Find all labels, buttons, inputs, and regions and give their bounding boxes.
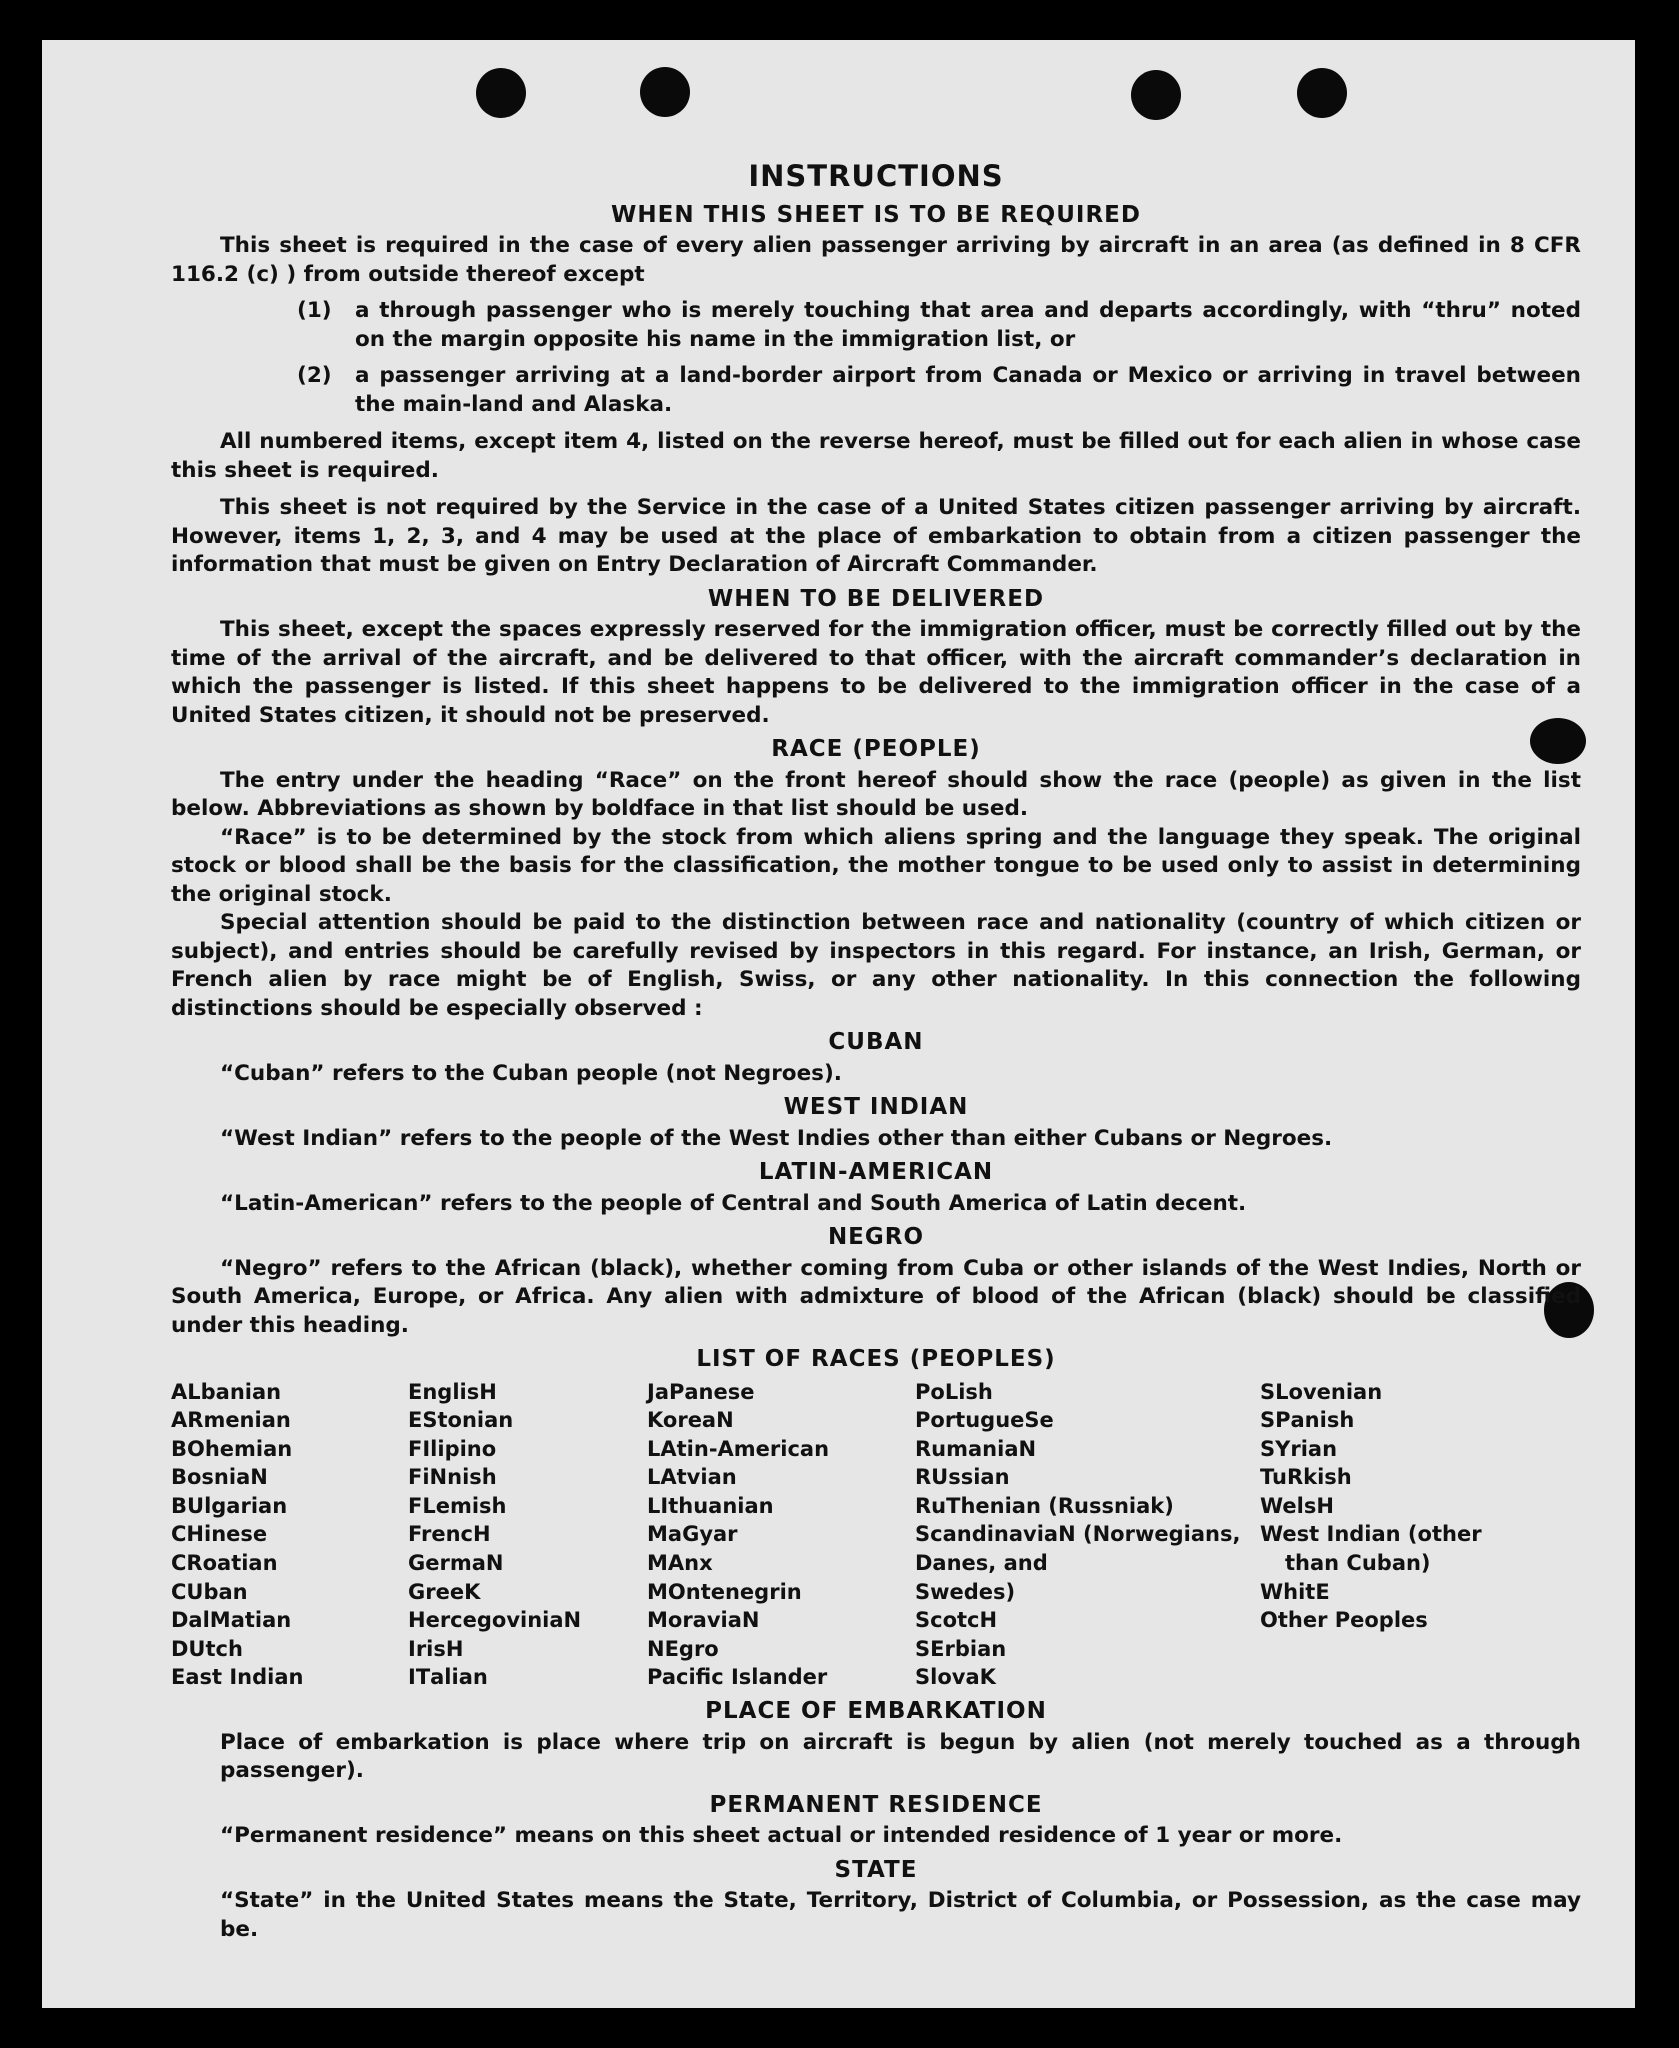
race-abbreviation: Englis xyxy=(408,1379,480,1404)
exception-item xyxy=(297,362,1581,419)
race-abbreviation: Gree xyxy=(408,1579,465,1604)
race-abbreviation: CH xyxy=(171,1522,204,1547)
race-column xyxy=(1260,1378,1490,1693)
race-name-rest: oatian xyxy=(202,1551,278,1576)
race-entry xyxy=(1260,1606,1490,1635)
race-entry xyxy=(408,1549,647,1578)
heading-when-required: WHEN THIS SHEET IS TO BE REQUIRED xyxy=(611,201,1141,228)
race-abbreviation: TuR xyxy=(1260,1465,1304,1490)
race-entry xyxy=(1260,1492,1490,1521)
race-abbreviation: Scotc xyxy=(915,1608,980,1633)
race-abbreviation: MA xyxy=(647,1551,685,1576)
race-name-rest: ntenegrin xyxy=(685,1579,802,1604)
heading-west-indian: WEST INDIAN xyxy=(783,1094,969,1120)
race-name-rest: rbian xyxy=(944,1636,1007,1661)
race-name-rest: anish xyxy=(1290,1408,1355,1433)
race-name-rest: kish xyxy=(1303,1465,1352,1490)
race-name-rest: gro xyxy=(678,1636,719,1661)
race-abbreviation: CU xyxy=(171,1579,204,1604)
race-entry xyxy=(171,1378,408,1407)
race-entry xyxy=(915,1578,1260,1607)
race-name-rest: H xyxy=(473,1522,491,1547)
race-name-rest: H xyxy=(1316,1493,1334,1518)
race-abbreviation: PortugueS xyxy=(915,1408,1040,1433)
race-entry xyxy=(915,1492,1260,1521)
race-entry xyxy=(1260,1520,1490,1549)
race-name-rest: anese xyxy=(684,1379,755,1404)
punch-hole xyxy=(1131,70,1181,120)
race-abbreviation: MaG xyxy=(647,1522,700,1547)
heading-state: STATE xyxy=(834,1856,918,1883)
race-abbreviation: SE xyxy=(915,1636,945,1661)
west-indian-definition: “West Indian” refers to the people of the West Indies other than either Cubans or Negroes. xyxy=(220,1125,1333,1151)
race-name-rest: E xyxy=(1315,1579,1330,1604)
race-entry xyxy=(408,1635,647,1664)
race-name-rest: H xyxy=(979,1608,998,1633)
heading-permanent-residence: PERMANENT RESIDENCE xyxy=(709,1791,1043,1818)
race-abbreviation: IT xyxy=(408,1665,431,1690)
punch-hole xyxy=(476,68,526,118)
race-name-rest: emish xyxy=(435,1493,507,1518)
race-entry xyxy=(1260,1549,1490,1578)
race-abbreviation: West Indian (other xyxy=(1260,1522,1482,1547)
race-abbreviation: Moravia xyxy=(647,1608,742,1633)
race-entry xyxy=(408,1663,647,1692)
race-entry xyxy=(647,1635,915,1664)
race-abbreviation: Slova xyxy=(915,1665,980,1690)
race-column xyxy=(915,1378,1260,1693)
place-of-embarkation-definition: Place of embarkation is place where trip on aircraft is begun by alien (not merely touched as a through passenger). xyxy=(220,1729,1581,1784)
race-entry xyxy=(915,1463,1260,1492)
race-abbreviation: MO xyxy=(647,1579,686,1604)
race-entry xyxy=(915,1549,1260,1578)
punch-hole xyxy=(1297,68,1347,118)
race-name-rest: K xyxy=(464,1579,481,1604)
race-abbreviation: AR xyxy=(171,1408,204,1433)
race-abbreviation: Germa xyxy=(408,1551,486,1576)
race-name-rest: henian (Russniak) xyxy=(960,1493,1174,1518)
race-abbreviation: Iris xyxy=(408,1636,446,1661)
race-name-rest: atian xyxy=(230,1608,292,1633)
race-abbreviation: BO xyxy=(171,1436,205,1461)
race-column xyxy=(171,1378,408,1693)
race-abbreviation: FL xyxy=(408,1493,436,1518)
document-sheet xyxy=(42,40,1635,2008)
race-name-rest: tonian xyxy=(437,1408,514,1433)
heading-cuban: CUBAN xyxy=(828,1029,924,1055)
race-abbreviation: JaP xyxy=(647,1379,685,1404)
race-entry xyxy=(171,1663,408,1692)
race-entry xyxy=(171,1435,408,1464)
race-name-rest: N xyxy=(485,1551,504,1576)
race-name-rest: N (Norwegians, xyxy=(1058,1522,1241,1547)
negro-definition: “Negro” refers to the African (black), whether coming from Cuba or other islands of the West Indies, North or South America, Europe, or Africa. Any alien with admixture of blood of the African (black) should be classified under this heading. xyxy=(171,1255,1581,1338)
race-entry xyxy=(915,1406,1260,1435)
race-entry xyxy=(171,1520,408,1549)
race-entry xyxy=(408,1463,647,1492)
instructions-title: INSTRUCTIONS xyxy=(748,159,1004,193)
race-abbreviation: SP xyxy=(1260,1408,1291,1433)
race-name-rest: tvian xyxy=(676,1465,737,1490)
instructions-content xyxy=(171,159,1581,1944)
exception-number: (2) xyxy=(297,363,332,388)
race-abbreviation: RuT xyxy=(915,1493,961,1518)
race-entry xyxy=(171,1492,408,1521)
race-entry xyxy=(647,1606,915,1635)
race-entry xyxy=(408,1520,647,1549)
race-entry xyxy=(1260,1406,1490,1435)
race-entry xyxy=(171,1578,408,1607)
race-paragraph-2: “Race” is to be determined by the stock from which aliens spring and the language they speak. The original stock or blood shall be the basis for the classification, the mother tongue to be used only to assist in determining the original stock. xyxy=(171,824,1581,907)
race-entry xyxy=(1260,1378,1490,1407)
race-entry xyxy=(171,1635,408,1664)
race-entry xyxy=(408,1378,647,1407)
race-entry xyxy=(171,1463,408,1492)
race-abbreviation: NE xyxy=(647,1636,679,1661)
heading-list-of-races: LIST OF RACES (PEOPLES) xyxy=(696,1346,1056,1372)
race-entry xyxy=(408,1578,647,1607)
race-entry xyxy=(915,1606,1260,1635)
race-name-rest: rian xyxy=(1290,1436,1338,1461)
race-name-rest: lgarian xyxy=(204,1493,288,1518)
race-entry xyxy=(647,1463,915,1492)
race-abbreviation: SL xyxy=(1260,1379,1289,1404)
heading-race: RACE (PEOPLE) xyxy=(771,736,981,762)
race-abbreviation: AL xyxy=(171,1379,201,1404)
race-abbreviation: DalM xyxy=(171,1608,231,1633)
race-name-rest: K xyxy=(979,1665,996,1690)
race-entry xyxy=(647,1549,915,1578)
race-list xyxy=(171,1378,1581,1693)
race-name-rest: banian xyxy=(200,1379,282,1404)
race-entry xyxy=(915,1663,1260,1692)
race-abbreviation: Bosnia xyxy=(171,1465,251,1490)
race-entry xyxy=(171,1406,408,1435)
race-entry xyxy=(647,1578,915,1607)
race-name-rest: ban xyxy=(203,1579,248,1604)
race-name-rest: ssian xyxy=(948,1465,1010,1490)
race-name-rest: nx xyxy=(684,1551,713,1576)
race-name-rest: nish xyxy=(447,1465,497,1490)
race-name-rest: ish xyxy=(958,1379,993,1404)
race-abbreviation: PoL xyxy=(915,1379,959,1404)
exception-item xyxy=(297,297,1581,354)
race-entry xyxy=(915,1635,1260,1664)
when-delivered-paragraph: This sheet, except the spaces expressly reserved for the immigration officer, must be correctly filled out by the time of the arrival of the aircraft, and be delivered to that officer, with the aircraft commander’s declaration in which the passenger is listed. If this sheet happens to be delivered to the immigration officer in the case of a United States citizen, it should not be preserved. xyxy=(171,617,1581,728)
race-entry xyxy=(171,1549,408,1578)
race-abbreviation: East Indian xyxy=(171,1665,304,1690)
race-abbreviation: LA xyxy=(647,1465,677,1490)
race-entry xyxy=(1260,1578,1490,1607)
race-column xyxy=(408,1378,647,1693)
race-entry xyxy=(1260,1435,1490,1464)
exception-text: a passenger arriving at a land-border airport from Canada or Mexico or arriving in travel between the main-land and Alaska. xyxy=(355,363,1581,417)
race-abbreviation: FI xyxy=(408,1436,431,1461)
race-abbreviation: LI xyxy=(647,1493,669,1518)
race-name-rest: inese xyxy=(204,1522,268,1547)
race-name-rest: N xyxy=(1018,1436,1037,1461)
race-name-rest: tch xyxy=(205,1636,243,1661)
race-name-rest: hemian xyxy=(204,1436,293,1461)
race-abbreviation: Hercegovinia xyxy=(408,1608,564,1633)
race-name-rest: yar xyxy=(699,1522,738,1547)
race-name-rest: e xyxy=(1039,1408,1054,1433)
numbered-items-paragraph: All numbered items, except item 4, listed on the reverse hereof, must be filled out for each alien in whose case this sheet is required. xyxy=(171,429,1581,483)
race-abbreviation: DU xyxy=(171,1636,206,1661)
race-abbreviation: SY xyxy=(1260,1436,1291,1461)
cuban-definition: “Cuban” refers to the Cuban people (not Negroes). xyxy=(220,1060,842,1086)
race-entry xyxy=(915,1378,1260,1407)
latin-american-definition: “Latin-American” refers to the people of Central and South America of Latin decent. xyxy=(220,1190,1247,1216)
race-name-rest: lipino xyxy=(430,1436,497,1461)
heading-latin-american: LATIN-AMERICAN xyxy=(758,1159,994,1185)
race-entry xyxy=(647,1406,915,1435)
race-name-rest: H xyxy=(479,1379,497,1404)
race-abbreviation: ES xyxy=(408,1408,438,1433)
race-name-rest: Danes, and xyxy=(915,1551,1048,1576)
race-entry xyxy=(647,1492,915,1521)
race-name-rest: tin-American xyxy=(676,1436,830,1461)
race-abbreviation: RU xyxy=(915,1465,949,1490)
race-name-rest: N xyxy=(250,1465,268,1490)
heading-place-of-embarkation: PLACE OF EMBARKATION xyxy=(705,1698,1047,1725)
race-abbreviation: CR xyxy=(171,1551,203,1576)
race-entry xyxy=(647,1520,915,1549)
race-abbreviation: BU xyxy=(171,1493,205,1518)
race-abbreviation: Whit xyxy=(1260,1579,1316,1604)
race-name-rest: H xyxy=(445,1636,464,1661)
race-entry xyxy=(647,1435,915,1464)
race-entry xyxy=(408,1606,647,1635)
race-entry xyxy=(408,1406,647,1435)
race-abbreviation: Frenc xyxy=(408,1522,473,1547)
race-entry xyxy=(408,1435,647,1464)
race-column xyxy=(647,1378,915,1693)
race-name-rest: alian xyxy=(430,1665,488,1690)
race-abbreviation: Scandinavia xyxy=(915,1522,1059,1547)
race-abbreviation: Other Peoples xyxy=(1260,1608,1428,1633)
permanent-residence-definition: “Permanent residence” means on this sheet actual or intended residence of 1 year or more. xyxy=(220,1823,1343,1849)
race-entry xyxy=(915,1520,1260,1549)
race-name-rest: thuanian xyxy=(668,1493,774,1518)
race-abbreviation: FiN xyxy=(408,1465,448,1490)
race-entry xyxy=(647,1663,915,1692)
race-abbreviation: Wels xyxy=(1260,1493,1317,1518)
state-definition: “State” in the United States means the State, Territory, District of Columbia, or Possession, as the case may be. xyxy=(220,1888,1581,1942)
heading-when-delivered: WHEN TO BE DELIVERED xyxy=(707,585,1045,612)
race-entry xyxy=(408,1492,647,1521)
race-name-rest: ovenian xyxy=(1288,1379,1383,1404)
race-name-rest: menian xyxy=(203,1408,291,1433)
race-entry xyxy=(647,1378,915,1407)
race-entry xyxy=(915,1435,1260,1464)
race-paragraph-1: The entry under the heading “Race” on the front hereof should show the race (people) as given in the list below. Abbreviations as shown by boldface in that list should be used. xyxy=(171,767,1581,821)
when-required-intro: This sheet is required in the case of every alien passenger arriving by aircraft in an area (as defined in 8 CFR 116.2 (c) ) from outside thereof except xyxy=(171,233,1581,287)
race-name-rest: than Cuban) xyxy=(1285,1551,1431,1576)
punch-hole xyxy=(640,67,690,117)
race-paragraph-3: Special attention should be paid to the distinction between race and nationality (country of which citizen or subject), and entries should be carefully revised by inspectors in this regard. For instance, an Irish, German, or French alien by race might be of English, Swiss, or any other nationality. In this connection the following distinctions should be especially observed : xyxy=(171,910,1581,1021)
exception-text: a through passenger who is merely touching that area and departs accordingly, with “thru” noted on the margin opposite his name in the immigration list, or xyxy=(355,298,1581,352)
race-name-rest: Swedes) xyxy=(915,1579,1016,1604)
race-name-rest: N xyxy=(716,1408,734,1433)
race-entry xyxy=(1260,1463,1490,1492)
race-entry xyxy=(171,1606,408,1635)
race-abbreviation: Rumania xyxy=(915,1436,1019,1461)
exception-number: (1) xyxy=(297,298,332,323)
race-name-rest: N xyxy=(563,1608,582,1633)
race-abbreviation: Pacific Islander xyxy=(647,1665,828,1690)
citizen-note-paragraph: This sheet is not required by the Service in the case of a United States citizen passenger arriving by aircraft. However, items 1, 2, 3, and 4 may be used at the place of embarkation to obtain from a citizen passenger the information that must be given on Entry Declaration of Aircraft Commander. xyxy=(171,495,1581,577)
race-abbreviation: LA xyxy=(647,1436,677,1461)
race-abbreviation: Korea xyxy=(647,1408,717,1433)
race-name-rest: N xyxy=(741,1608,760,1633)
heading-negro: NEGRO xyxy=(827,1224,925,1250)
